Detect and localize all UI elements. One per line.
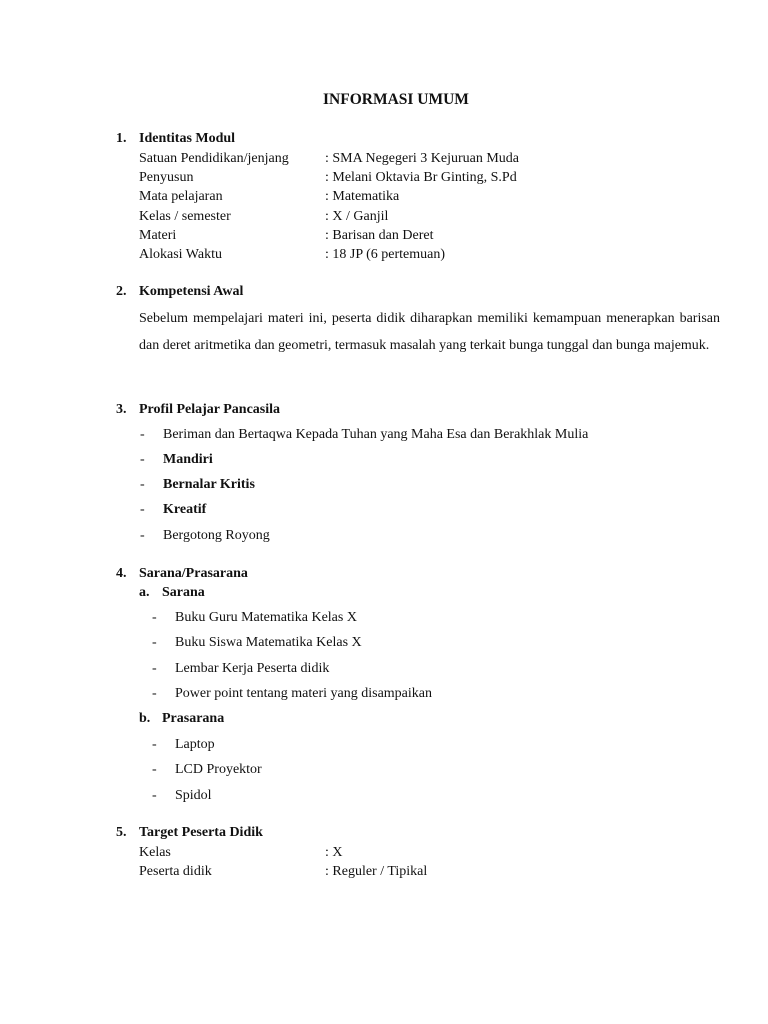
page-title: INFORMASI UMUM (323, 91, 469, 108)
section-5-heading: Target Peserta Didik (139, 825, 263, 840)
list-dash: - (152, 635, 157, 650)
list-dash: - (152, 610, 157, 625)
profil-item: Beriman dan Bertaqwa Kepada Tuhan yang Maha Esa dan Berakhlak Mulia (163, 427, 589, 442)
subsection-b-heading: Prasarana (162, 711, 225, 726)
target-value: : X (325, 845, 343, 860)
section-4-number: 4. (116, 566, 127, 581)
identitas-label: Mata pelajaran (139, 189, 223, 204)
identitas-label: Penyusun (139, 170, 194, 185)
profil-item: Bernalar Kritis (163, 477, 255, 492)
section-1-number: 1. (116, 131, 127, 146)
section-2-number: 2. (116, 284, 127, 299)
list-dash: - (140, 502, 145, 517)
list-dash: - (152, 788, 157, 803)
section-3-heading: Profil Pelajar Pancasila (139, 402, 281, 417)
profil-item: Bergotong Royong (163, 528, 270, 543)
sarana-item: Power point tentang materi yang disampaikan (175, 686, 432, 701)
section-1-heading: Identitas Modul (139, 131, 236, 146)
prasarana-item: LCD Proyektor (175, 762, 262, 777)
subsection-a-heading: Sarana (162, 585, 205, 600)
sarana-item: Buku Guru Matematika Kelas X (175, 610, 357, 625)
list-dash: - (140, 452, 145, 467)
section-2-heading: Kompetensi Awal (139, 284, 244, 299)
target-label: Peserta didik (139, 864, 212, 879)
subsection-a-label: a. (139, 585, 150, 600)
subsection-b-label: b. (139, 711, 151, 726)
list-dash: - (152, 737, 157, 752)
identitas-value: : X / Ganjil (325, 209, 389, 224)
target-label: Kelas (139, 845, 171, 860)
sarana-item: Buku Siswa Matematika Kelas X (175, 635, 362, 650)
identitas-label: Kelas / semester (139, 209, 231, 224)
identitas-value: : Barisan dan Deret (325, 228, 434, 243)
list-dash: - (152, 661, 157, 676)
section-5-number: 5. (116, 825, 127, 840)
kompetensi-paragraph: Sebelum mempelajari materi ini, peserta didik diharapkan memiliki kemampuan menerapkan barisan dan deret aritmetika dan geometri, termasuk masalah yang terkait bunga tunggal dan bunga majemuk. (139, 311, 720, 353)
identitas-value: : SMA Negegeri 3 Kejuruan Muda (325, 151, 520, 166)
identitas-label: Materi (139, 228, 177, 243)
identitas-label: Satuan Pendidikan/jenjang (139, 151, 289, 166)
prasarana-item: Spidol (175, 788, 212, 803)
list-dash: - (140, 477, 145, 492)
identitas-value: : Melani Oktavia Br Ginting, S.Pd (325, 170, 517, 185)
sarana-item: Lembar Kerja Peserta didik (175, 661, 330, 676)
list-dash: - (152, 686, 157, 701)
profil-item: Mandiri (163, 452, 213, 467)
profil-item: Kreatif (163, 502, 207, 517)
target-value: : Reguler / Tipikal (325, 864, 428, 879)
identitas-value: : Matematika (325, 189, 400, 204)
section-4-heading: Sarana/Prasarana (139, 566, 248, 581)
identitas-label: Alokasi Waktu (139, 247, 222, 262)
list-dash: - (152, 762, 157, 777)
prasarana-item: Laptop (175, 737, 215, 752)
section-3-number: 3. (116, 402, 127, 417)
list-dash: - (140, 528, 145, 543)
list-dash: - (140, 427, 145, 442)
identitas-value: : 18 JP (6 pertemuan) (325, 247, 446, 262)
